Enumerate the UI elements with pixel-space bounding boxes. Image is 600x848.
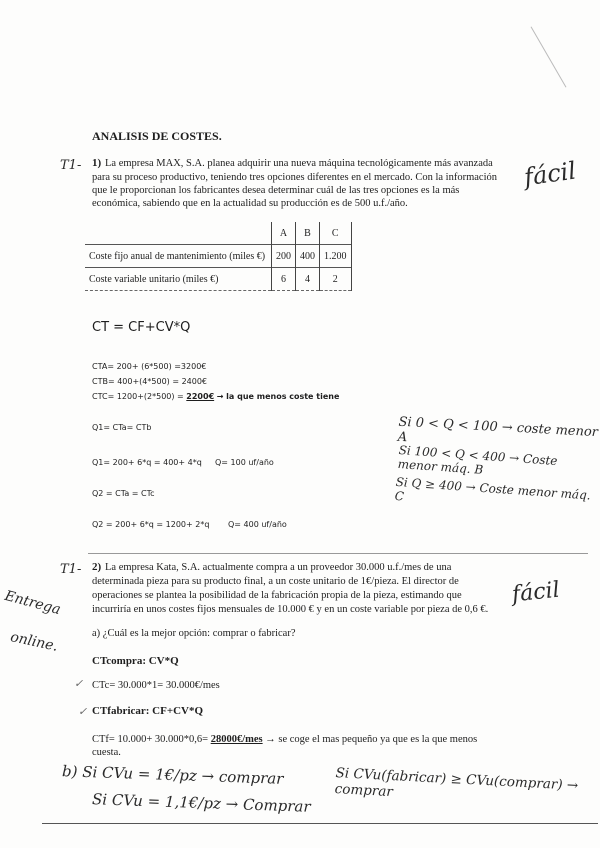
ctcompra-calc: CTc= 30.000*1= 30.000€/mes <box>92 680 220 691</box>
section-divider <box>88 553 588 554</box>
ctf-suffix: → se coge el mas pequeño ya que es la que menos <box>265 734 478 745</box>
table-cell: 200 <box>272 245 296 268</box>
side-note-1: Entrega <box>2 587 63 619</box>
table-cell: 1.200 <box>320 245 352 268</box>
table-cell: 400 <box>296 245 320 268</box>
hand-note-2: Si 100 < Q < 400 → Coste menor máq. B <box>397 442 558 477</box>
calc-b: CTB= 400+(4*500) = 2400€ <box>92 377 208 386</box>
q2-label: Q2 = CTa = CTc <box>92 489 155 498</box>
table-header-row <box>85 222 351 245</box>
q1-label: Q1= CTa= CTb <box>92 423 152 432</box>
cost-table <box>85 222 352 291</box>
margin-mark-q1: T1- <box>60 158 82 173</box>
ctf-value: 28000€/mes <box>210 734 263 745</box>
check-mark-1: ✓ <box>74 677 84 690</box>
hand-note-1: Si 0 < Q < 100 → coste menor A <box>397 414 599 446</box>
q2-difficulty-note: fácil <box>510 577 561 608</box>
table-cell: 6 <box>272 268 296 291</box>
row-label: Coste fijo anual de mantenimiento (miles €) <box>89 250 266 262</box>
ctcompra-heading: CTcompra: CV*Q <box>92 655 179 667</box>
check-mark-2: ✓ <box>78 705 88 718</box>
calc-c-value: 2200€ <box>186 392 215 401</box>
calc-c-suffix: → la que menos coste tiene <box>216 392 340 401</box>
table-cell: 4 <box>296 268 320 291</box>
q2-line-3: operaciones se plantea la posibilidad de la fabricación propia de la pieza, estimando que <box>92 590 462 601</box>
table-header-c: C <box>320 222 352 245</box>
q2-line-1: La empresa Kata, S.A. actualmente compra a un proveedor 30.000 u.f./mes de una <box>105 562 452 573</box>
calc-c-prefix: CTC= 1200+(2*500) = <box>92 392 187 401</box>
scan-mark <box>531 26 567 87</box>
ctfabricar-heading: CTfabricar: CF+CV*Q <box>92 705 204 717</box>
formula: CT = CF+CV*Q <box>92 320 191 335</box>
row-label: Coste variable unitario (miles €) <box>89 273 219 285</box>
table-cell: 2 <box>320 268 352 291</box>
q2-line-2: determinada pieza para su producto final, a un coste unitario de 1€/pieza. El director de <box>92 576 459 587</box>
hand-answer-b2: Si CVu = 1,1€/pz → Comprar <box>91 790 311 816</box>
q1-line-2: para su proceso productivo, teniendo tres opciones diferentes en el mercado. Con la información <box>92 172 497 183</box>
q1-line-3: que le proporcionan los fabricantes desea determinar cuál de las tres opciones es la más <box>92 185 460 196</box>
q1-result: Q= 100 uf/año <box>215 458 274 467</box>
hand-answer-b1: b) Si CVu = 1€/pz → comprar <box>61 762 284 788</box>
q1-equation: Q1= 200+ 6*q = 400+ 4*q <box>92 458 202 467</box>
ctfabricar-calc <box>92 733 542 746</box>
hand-answer-b3: Si CVu(fabricar) ≥ CVu(comprar) → comprar <box>334 765 579 801</box>
calc-a: CTA= 200+ (6*500) =3200€ <box>92 362 207 371</box>
q1-number: 1) <box>92 157 102 169</box>
table-header-a: A <box>272 222 296 245</box>
page-title: ANALISIS DE COSTES. <box>92 129 222 143</box>
hand-note-3: Si Q ≥ 400 → Coste menor máq. C <box>394 474 592 504</box>
q2-result: Q= 400 uf/año <box>228 520 287 529</box>
margin-mark-q2: T1- <box>60 562 82 577</box>
side-note-2: online. <box>8 629 60 655</box>
calc-c <box>92 392 339 401</box>
q2-number: 2) <box>92 561 102 573</box>
q1-line-4: económica, sabiendo que en la actualidad su producción es de 500 u.f./año. <box>92 198 408 209</box>
q1-line-1: La empresa MAX, S.A. planea adquirir una nueva máquina tecnológicamente más avanzada <box>105 158 493 169</box>
ctf-prefix: CTf= 10.000+ 30.000*0,6= <box>92 734 211 745</box>
q2-equation: Q2 = 200+ 6*q = 1200+ 2*q <box>92 520 210 529</box>
table-row <box>85 245 351 268</box>
page-bottom-line <box>42 823 598 824</box>
table-header-b: B <box>296 222 320 245</box>
q1-difficulty-note: fácil <box>522 156 578 192</box>
table-row <box>85 268 351 291</box>
q2-line-4: incurriría en unos costes fijos mensuales de 10.000 € y en un coste variable por pieza de 0,6 €. <box>92 604 489 615</box>
sub-question-a: a) ¿Cuál es la mejor opción: comprar o fabricar? <box>92 628 296 639</box>
ctfabricar-calc-cont: cuesta. <box>92 747 121 758</box>
